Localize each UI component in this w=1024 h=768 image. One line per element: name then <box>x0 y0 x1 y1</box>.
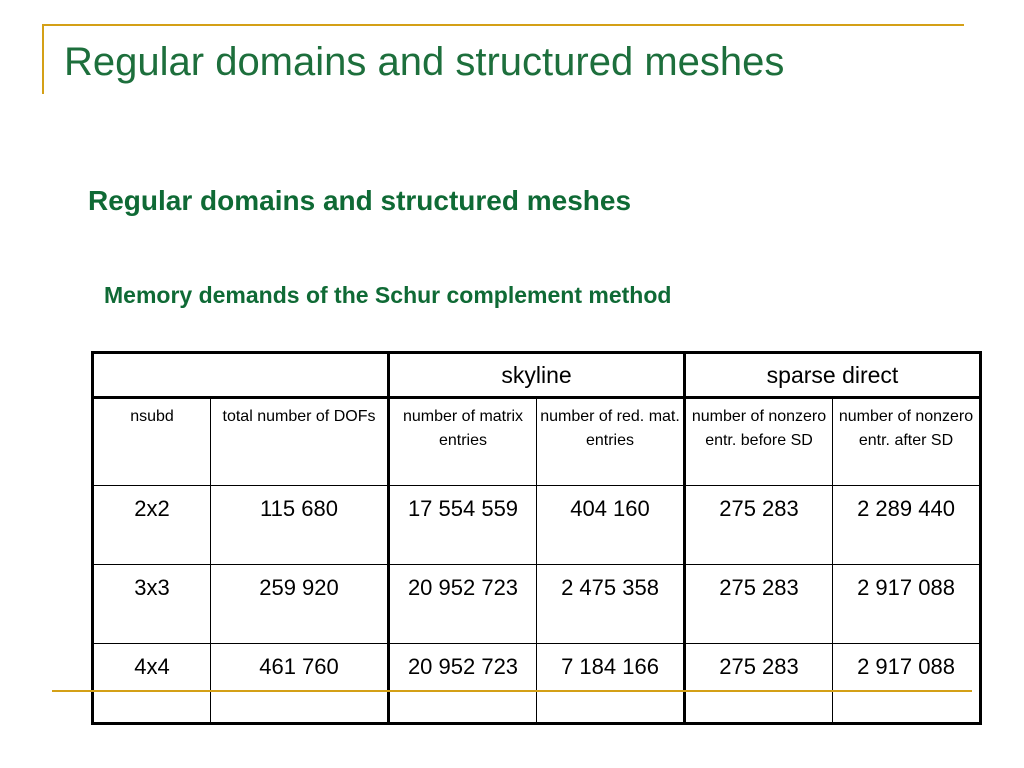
slide-title: Regular domains and structured meshes <box>64 40 785 84</box>
table-cell: 461 760 <box>211 644 389 724</box>
table-row <box>93 486 981 565</box>
table-cell: 275 283 <box>685 486 833 565</box>
column-header-total-dofs: total number of DOFs <box>211 398 389 486</box>
bottom-decorative-rule <box>52 690 972 692</box>
table-cell: 2 917 088 <box>833 565 981 644</box>
table-cell: 4x4 <box>93 644 211 724</box>
table-caption: Memory demands of the Schur complement method <box>104 282 672 308</box>
left-decorative-rule <box>42 24 44 94</box>
table-cell: 20 952 723 <box>389 565 537 644</box>
table-row <box>93 644 981 724</box>
table-cell: 115 680 <box>211 486 389 565</box>
table-cell: 275 283 <box>685 565 833 644</box>
group-header-row <box>93 353 981 398</box>
table-cell: 2 475 358 <box>537 565 685 644</box>
table-cell: 2 289 440 <box>833 486 981 565</box>
column-header-nsubd: nsubd <box>93 398 211 486</box>
table-cell: 404 160 <box>537 486 685 565</box>
column-header-row <box>93 398 981 486</box>
memory-demands-table <box>91 351 982 725</box>
sparse-direct-group-header: sparse direct <box>685 353 981 398</box>
section-heading: Regular domains and structured meshes <box>88 185 632 216</box>
column-header-matrix-entries: number of matrix entries <box>389 398 537 486</box>
table-cell: 2x2 <box>93 486 211 565</box>
table-cell: 17 554 559 <box>389 486 537 565</box>
table-cell: 7 184 166 <box>537 644 685 724</box>
column-header-nonzero-after-sd: number of nonzero entr. after SD <box>833 398 981 486</box>
empty-group-header <box>93 353 389 398</box>
table-cell: 275 283 <box>685 644 833 724</box>
table-cell: 20 952 723 <box>389 644 537 724</box>
top-decorative-rule <box>42 24 964 26</box>
column-header-red-mat-entries: number of red. mat. entries <box>537 398 685 486</box>
table-cell: 3x3 <box>93 565 211 644</box>
skyline-group-header: skyline <box>389 353 685 398</box>
table-row <box>93 565 981 644</box>
table-cell: 2 917 088 <box>833 644 981 724</box>
column-header-nonzero-before-sd: number of nonzero entr. before SD <box>685 398 833 486</box>
table-cell: 259 920 <box>211 565 389 644</box>
